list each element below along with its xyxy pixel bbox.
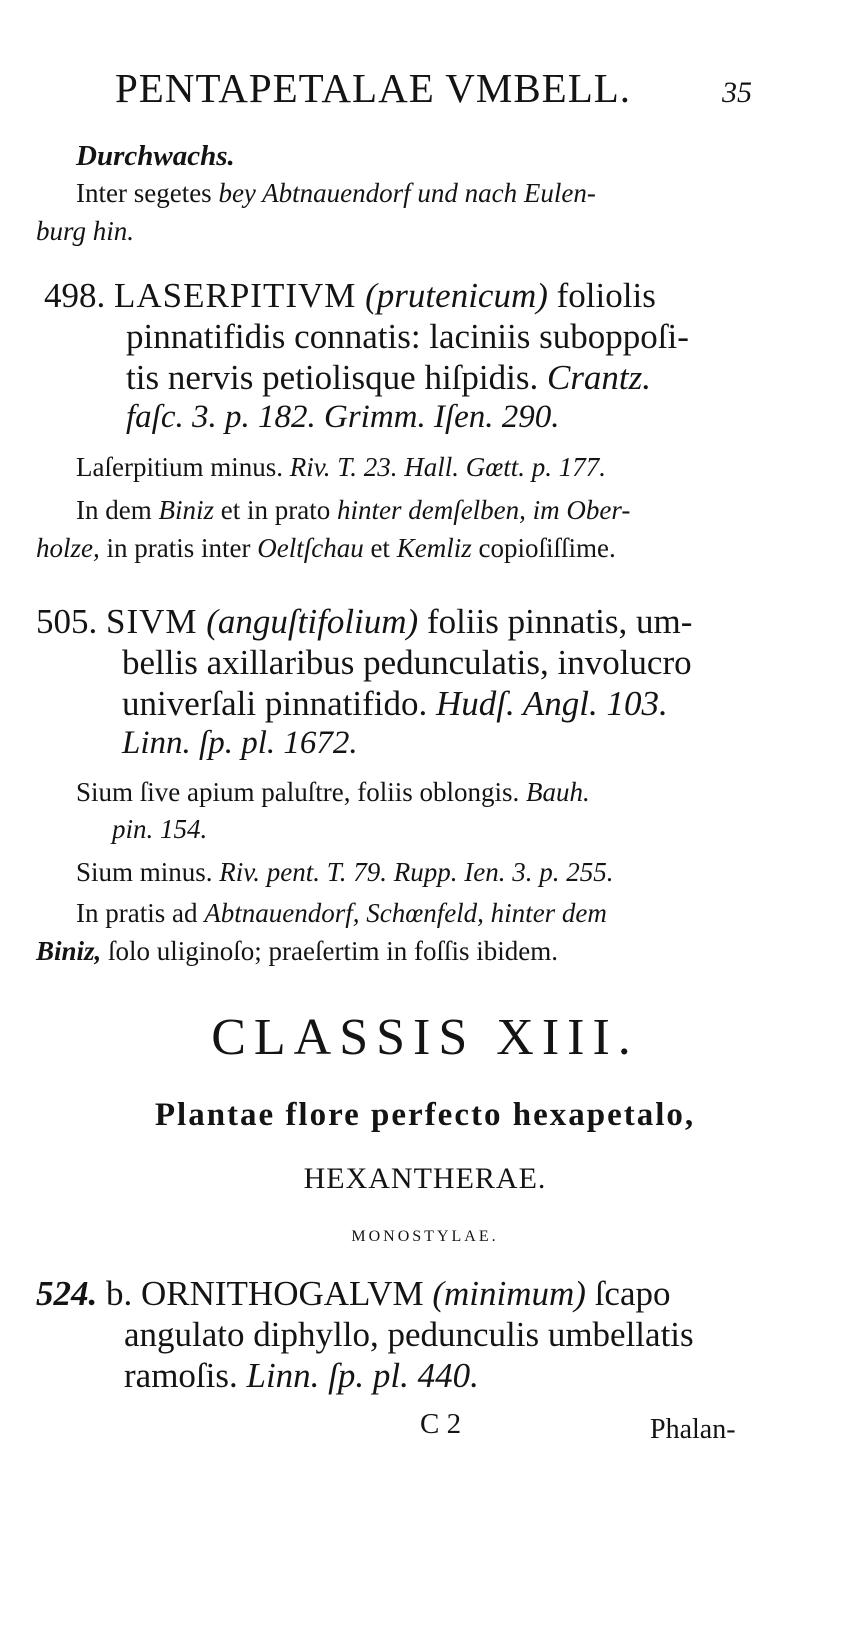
entry-498-line3-ref: Crantz. <box>546 358 652 397</box>
entry-498-loc2-f: copioſiſſime. <box>471 533 616 563</box>
entry-498-loc-c: et in prato <box>214 495 337 525</box>
entry-505-loc2-b: ſolo uliginoſo; praeſertim in foſſis ibidem. <box>101 936 558 966</box>
entry-505-loc-b: Abtnauendorf, Schœnfeld, hinter dem <box>204 898 607 928</box>
entry-524-line-3 <box>124 1356 479 1396</box>
entry-498-line-3 <box>126 358 651 398</box>
entry-505-synonym-1-line-2: pin. 154. <box>112 814 208 844</box>
entry-524-species: (minimum) <box>432 1274 586 1313</box>
entry-498-loc2-a: holze, <box>36 533 100 563</box>
entry-498-locality-2 <box>36 533 616 564</box>
entry-498-loc2-b: in pratis inter <box>99 533 258 563</box>
entry-505-genus: SIVM <box>106 602 198 641</box>
common-name: Durchwachs. <box>76 140 235 172</box>
entry-498-loc2-d: et <box>363 533 397 563</box>
entry-498-line1-rest: foliolis <box>547 276 656 315</box>
signature-mark: C 2 <box>420 1408 462 1440</box>
catchword: Phalan- <box>650 1414 736 1445</box>
entry-498-loc2-e: Kemliz <box>396 533 472 563</box>
entry-505-locality <box>76 898 607 929</box>
habitat-lead: Inter segetes <box>76 178 219 208</box>
entry-498-line3-text: tis nervis petiolisque hiſpidis. <box>126 358 539 397</box>
entry-524-letter: b. <box>106 1274 133 1313</box>
entry-505-loc-a: In pratis ad <box>76 898 205 928</box>
entry-505-locality-2 <box>36 936 558 967</box>
entry-505-synonym-1 <box>76 777 590 808</box>
running-title: PENTAPETALAE VMBELL. <box>115 65 632 111</box>
entry-505-line-4: Linn. ſp. pl. 1672. <box>122 725 358 761</box>
entry-524-line-1 <box>36 1274 671 1314</box>
entry-524-genus: ORNITHOGALVM <box>141 1274 424 1313</box>
entry-524-line3-ref: Linn. ſp. pl. 440. <box>246 1356 479 1395</box>
entry-498-genus: LASERPITIVM <box>114 276 357 315</box>
entry-505-loc2-a: Biniz, <box>36 936 102 966</box>
entry-498-loc-d: hinter demſelben, im Ober- <box>336 495 631 525</box>
entry-498-species: (prutenicum) <box>365 276 548 315</box>
entry-505-line-3 <box>122 684 668 724</box>
page-number: 35 <box>722 76 752 109</box>
entry-498-loc-b: Biniz <box>158 495 214 525</box>
entry-498-loc2-c: Oeltſchau <box>257 533 364 563</box>
habitat-line <box>76 178 596 209</box>
entry-498-line-1 <box>44 276 656 316</box>
entry-524-number: 524. <box>36 1274 98 1313</box>
classis-heading: CLASSIS XIII. <box>211 1009 639 1066</box>
entry-505-number: 505. <box>36 602 98 641</box>
entry-505-line-1 <box>36 602 692 642</box>
entry-505-synonym-2 <box>76 857 613 888</box>
entry-498-synonym <box>76 452 606 483</box>
entry-498-number: 498. <box>44 276 106 315</box>
entry-498-locality <box>76 495 630 526</box>
entry-505-syn1-ref: Bauh. <box>525 777 590 807</box>
entry-505-line1-rest: foliis pinnatis, um- <box>418 602 693 641</box>
entry-524-line-2: angulato diphyllo, pedunculis umbellatis <box>124 1315 694 1354</box>
classis-subgroup: MONOSTYLAE. <box>351 1228 499 1245</box>
entry-505-line-2: bellis axillaribus pedunculatis, involucro <box>122 643 692 682</box>
entry-498-loc-a: In dem <box>76 495 159 525</box>
entry-505-syn2-ref: Riv. pent. T. 79. Rupp. Ien. 3. p. 255. <box>219 857 614 887</box>
entry-505-syn1-text: Sium ſive apium paluſtre, foliis oblongis. <box>76 777 520 807</box>
classis-group: HEXANTHERAE. <box>303 1162 547 1195</box>
entry-498-line-2: pinnatifidis connatis: laciniis suboppoſi- <box>126 317 689 356</box>
habitat-line-2: burg hin. <box>36 216 135 246</box>
entry-505-line3-text: univerſali pinnatifido. <box>122 684 428 723</box>
entry-498-syn-text: Laſerpitium minus. <box>76 452 283 482</box>
classis-subtitle: Plantae flore perfecto hexapetalo, <box>154 1097 696 1133</box>
entry-498-syn-ref: Riv. T. 23. Hall. Gœtt. p. 177. <box>289 452 606 482</box>
entry-498-line-4: faſc. 3. p. 182. Grimm. Iſen. 290. <box>126 399 560 435</box>
entry-505-species: (anguſtifolium) <box>206 602 419 641</box>
entry-505-syn2-text: Sium minus. <box>76 857 213 887</box>
entry-524-line1-rest: ſcapo <box>585 1274 671 1313</box>
habitat-italic: bey Abtnauendorf und nach Eulen- <box>218 178 596 208</box>
entry-505-line3-ref: Hudſ. Angl. 103. <box>435 684 668 723</box>
entry-524-line3-text: ramoſis. <box>124 1356 238 1395</box>
